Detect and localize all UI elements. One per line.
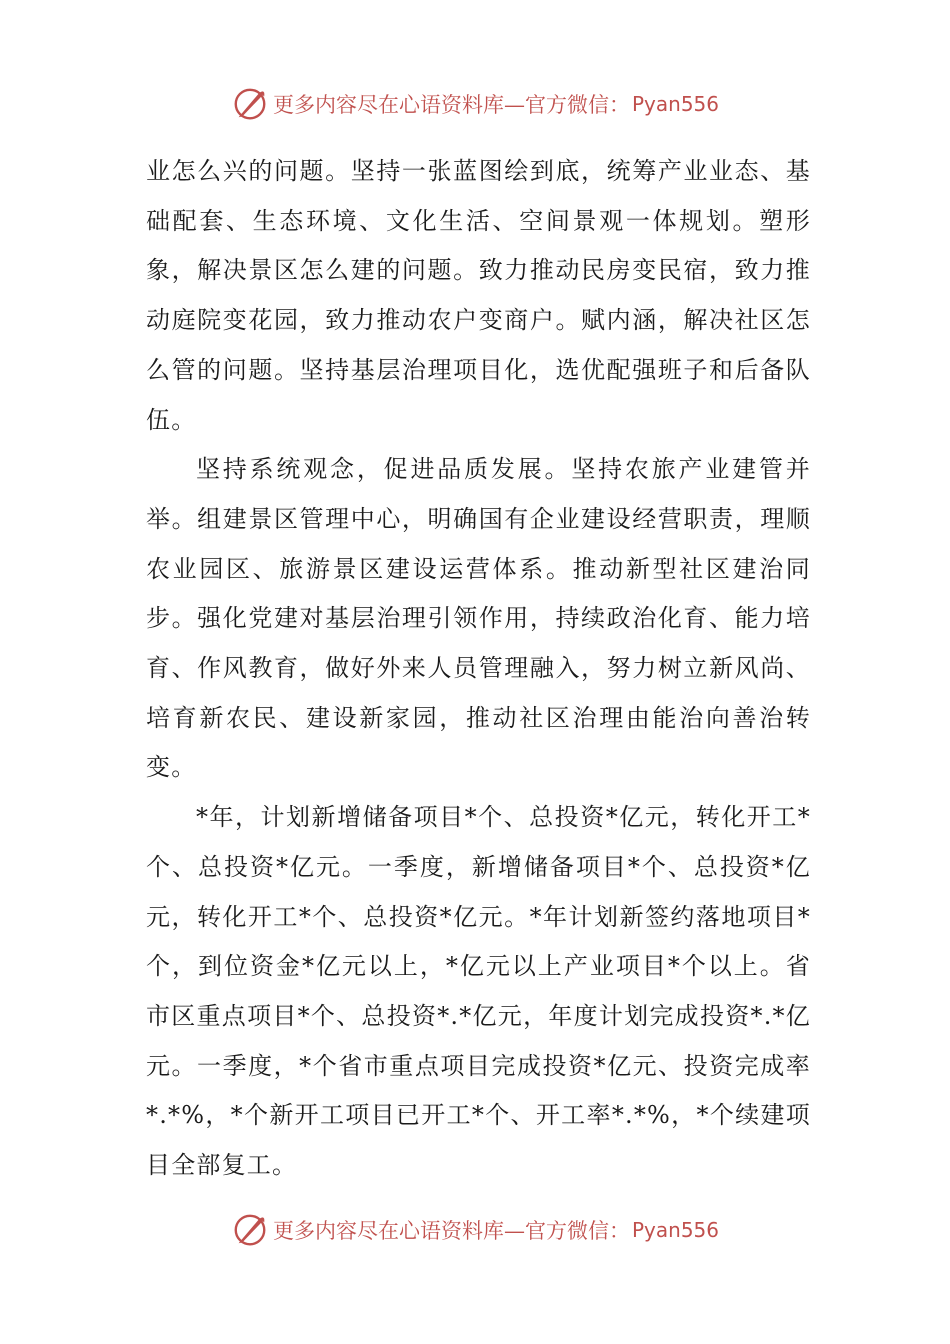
banner-wechat-id: Pyan556 (631, 92, 719, 116)
quill-logo-icon (231, 85, 269, 123)
document-body (146, 147, 811, 1191)
quill-logo-icon (231, 1211, 269, 1249)
paragraph-2: 坚持系统观念，促进品质发展。坚持农旅产业建管并举。组建景区管理中心，明确国有企业建设经营职责，理顺农业园区、旅游景区建设运营体系。推动新型社区建治同步。强化党建对基层治理引领作用，持续政治化育、能力培育、作风教育，做好外来人员管理融入，努力树立新风尚、培育新农民、建设新家园，推动社区治理由能治向善治转变。 (146, 455, 811, 782)
header-banner (0, 84, 950, 124)
banner-text: 更多内容尽在心语资料库—官方微信： (272, 93, 630, 117)
paragraph-3: *年，计划新增储备项目*个、总投资*亿元，转化开工*个、总投资*亿元。一季度，新增储备项目*个、总投资*亿元，转化开工*个、总投资*亿元。*年计划新签约落地项目*个，到位资金*亿元以上，*亿元以上产业项目*个以上。省市区重点项目*个、总投资*.*亿元，年度计划完成投资*.*亿元。一季度，*个省市重点项目完成投资*亿元、投资完成率*.*%，*个新开工项目已开工*个、开工率*.*%，*个续建项目全部复工。 (146, 803, 811, 1180)
banner-text: 更多内容尽在心语资料库—官方微信： (272, 1219, 630, 1243)
banner-wechat-id: Pyan556 (631, 1218, 719, 1242)
footer-banner (0, 1210, 950, 1250)
paragraph-1: 业怎么兴的问题。坚持一张蓝图绘到底，统筹产业业态、基础配套、生态环境、文化生活、空间景观一体规划。塑形象，解决景区怎么建的问题。致力推动民房变民宿，致力推动庭院变花园，致力推动农户变商户。赋内涵，解决社区怎么管的问题。坚持基层治理项目化，选优配强班子和后备队伍。 (146, 157, 811, 434)
